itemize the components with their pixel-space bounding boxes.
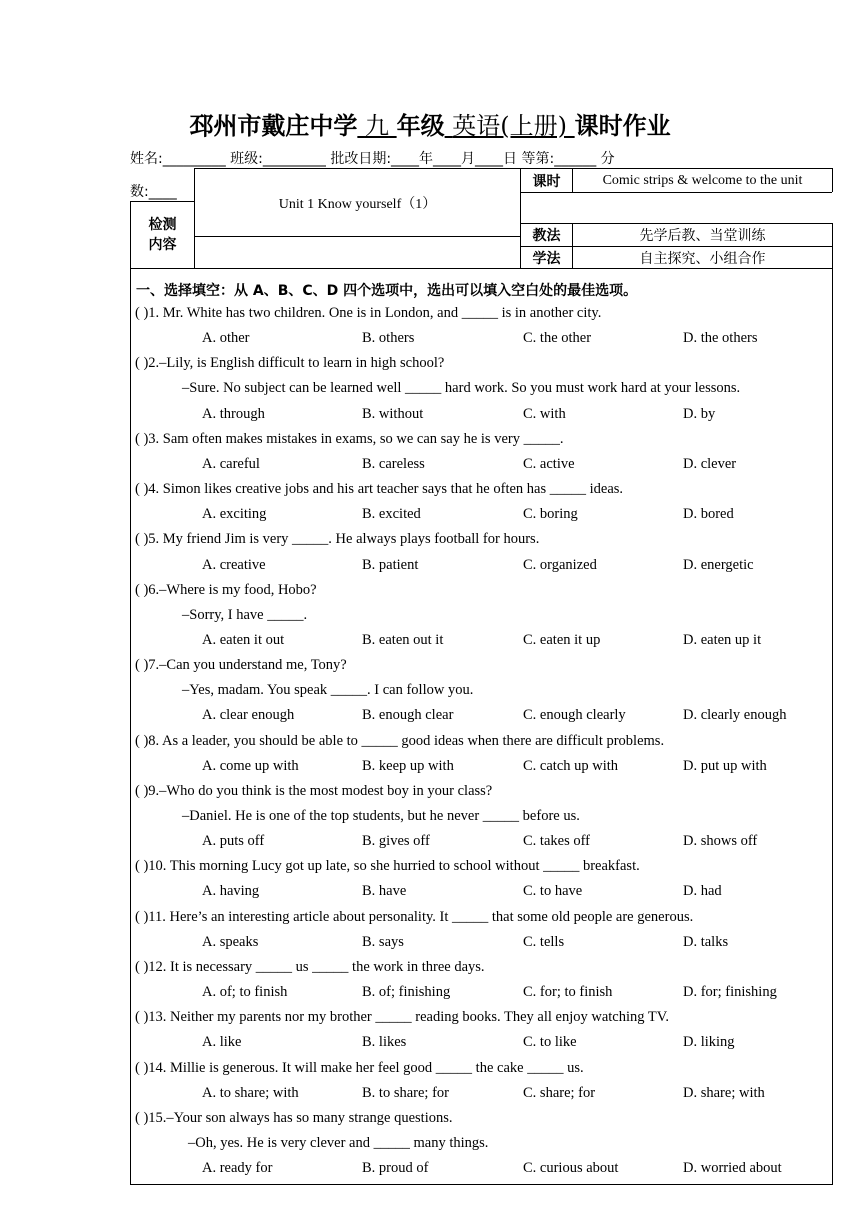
question-dialogue-line: –Daniel. He is one of the top students, but he never _____ before us.: [182, 808, 580, 824]
answer-option: C. enough clearly: [523, 707, 626, 724]
answer-option: A. other: [202, 330, 250, 347]
answer-option: D. put up with: [683, 757, 767, 774]
answer-option: A. like: [202, 1034, 242, 1051]
question-stem: ( )5. My friend Jim is very _____. He always plays football for hours.: [135, 531, 540, 548]
answer-option: C. to have: [523, 883, 583, 900]
answer-option: D. clearly enough: [683, 707, 787, 724]
question-dialogue-line: –Sure. No subject can be learned well _____ hard work. So you must work hard at your lessons.: [182, 380, 741, 397]
question-stem: ( )8. As a leader, you should be able to _____ good ideas when there are difficult problems.: [135, 732, 665, 749]
title-school: 邳州市戴庄中学: [189, 112, 358, 140]
answer-option: A. having: [202, 883, 260, 900]
title-grade-word: 年级: [396, 112, 445, 140]
answer-option: A. speaks: [202, 933, 259, 950]
answer-option: B. to share; for: [362, 1084, 449, 1101]
student-info-line-cont: 数:____: [130, 184, 177, 200]
answer-option: D. by: [683, 405, 716, 422]
answer-option: D. the others: [683, 330, 758, 347]
answer-option: B. excited: [362, 506, 421, 523]
answer-option: D. share; with: [683, 1084, 765, 1101]
question-stem: ( )13. Neither my parents nor my brother _____ reading books. They all enjoy watching TV.: [135, 1009, 669, 1026]
answer-option: A. eaten it out: [202, 631, 285, 648]
answer-option: C. eaten it up: [523, 631, 601, 648]
answer-option: B. others: [362, 330, 415, 347]
answer-option: B. patient: [362, 556, 419, 573]
answer-option: B. gives off: [362, 833, 430, 850]
question-stem: ( )1. Mr. White has two children. One is in London, and _____ is in another city.: [135, 305, 602, 321]
answer-option: B. careless: [362, 455, 425, 472]
answer-option: D. for; finishing: [683, 984, 777, 1001]
question-stem: ( )9.–Who do you think is the most modest boy in your class?: [135, 782, 493, 799]
answer-option: C. organized: [523, 556, 597, 573]
question-stem: ( )3. Sam often makes mistakes in exams, so we can say he is very _____.: [135, 430, 564, 447]
question-stem: ( )6.–Where is my food, Hobo?: [135, 581, 317, 598]
question-stem: ( )2.–Lily, is English difficult to learn in high school?: [135, 355, 445, 372]
answer-option: A. come up with: [202, 757, 299, 774]
answer-option: B. enough clear: [362, 707, 454, 724]
answer-option: B. have: [362, 883, 407, 900]
keshi-label: 课时: [532, 173, 561, 190]
question-stem: ( )10. This morning Lucy got up late, so she hurried to school without _____ breakfast.: [135, 858, 640, 875]
answer-option: A. creative: [202, 556, 266, 573]
title-grade: 九: [364, 112, 389, 140]
answer-option: D. eaten up it: [683, 631, 762, 648]
question-stem: ( )7.–Can you understand me, Tony?: [135, 657, 347, 674]
title-suffix: 课时作业: [574, 112, 671, 140]
jiaofa-label: 教法: [532, 228, 561, 244]
question-dialogue-line: –Oh, yes. He is very clever and _____ many things.: [188, 1134, 489, 1151]
answer-option: C. boring: [523, 506, 578, 523]
answer-option: B. says: [362, 933, 404, 950]
answer-option: C. curious about: [523, 1160, 619, 1177]
student-info-line: 姓名:_________ 班级:_________ 批改日期:____年____月____日 等第:______ 分: [130, 151, 615, 167]
answer-option: C. tells: [523, 933, 565, 950]
question-dialogue-line: –Sorry, I have _____.: [182, 606, 308, 623]
answer-option: B. without: [362, 405, 424, 422]
answer-option: A. exciting: [202, 506, 267, 523]
question-stem: ( )14. Millie is generous. It will make her feel good _____ the cake _____ us.: [135, 1059, 584, 1076]
unit-title: Unit 1 Know yourself（1）: [278, 196, 437, 212]
answer-option: C. active: [523, 455, 575, 472]
answer-option: D. bored: [683, 506, 734, 523]
answer-option: C. takes off: [523, 833, 590, 850]
answer-option: B. of; finishing: [362, 984, 451, 1001]
answer-option: C. the other: [523, 330, 592, 347]
answer-option: A. of; to finish: [202, 984, 288, 1001]
question-stem: ( )12. It is necessary _____ us _____ the work in three days.: [135, 958, 485, 975]
section-title: 一、选择填空：从 A、B、C、D 四个选项中，选出可以填入空白处的最佳选项。: [136, 283, 638, 299]
xuefa-value: 自主探究、小组合作: [639, 250, 766, 267]
answer-option: D. liking: [683, 1034, 735, 1051]
answer-option: D. had: [683, 883, 722, 900]
keshi-value: Comic strips & welcome to the unit: [602, 172, 803, 188]
answer-option: B. keep up with: [362, 757, 454, 774]
answer-option: D. shows off: [683, 833, 758, 850]
question-stem: ( )11. Here’s an interesting article about personality. It _____ that some old people are generous.: [135, 908, 694, 925]
answer-option: D. clever: [683, 455, 737, 472]
question-dialogue-line: –Yes, madam. You speak _____. I can follow you.: [182, 682, 474, 699]
answer-option: C. to like: [523, 1034, 577, 1051]
jiaofa-value: 先学后教、当堂训练: [639, 228, 766, 244]
question-stem: ( )15.–Your son always has so many strange questions.: [135, 1109, 453, 1126]
answer-option: B. eaten out it: [362, 631, 444, 648]
answer-option: C. catch up with: [523, 757, 619, 774]
answer-option: D. talks: [683, 933, 729, 950]
title-subject: 英语(上册): [452, 112, 567, 140]
answer-option: D. energetic: [683, 556, 754, 573]
answer-option: A. puts off: [202, 833, 265, 850]
answer-option: C. with: [523, 405, 566, 422]
question-stem: ( )4. Simon likes creative jobs and his art teacher says that he often has _____ ideas.: [135, 481, 624, 498]
answer-option: C. for; to finish: [523, 984, 613, 1001]
answer-option: B. likes: [362, 1034, 407, 1051]
xuefa-label: 学法: [532, 250, 561, 267]
answer-option: A. clear enough: [202, 707, 295, 724]
jiance-label: 检测内容: [148, 217, 177, 253]
page-title: [0, 106, 860, 141]
answer-option: C. share; for: [523, 1084, 596, 1101]
answer-option: A. through: [202, 405, 265, 422]
answer-option: A. careful: [202, 455, 260, 472]
answer-option: D. worried about: [683, 1160, 782, 1177]
answer-option: A. ready for: [202, 1160, 273, 1177]
answer-option: B. proud of: [362, 1160, 429, 1177]
answer-option: A. to share; with: [202, 1084, 299, 1101]
